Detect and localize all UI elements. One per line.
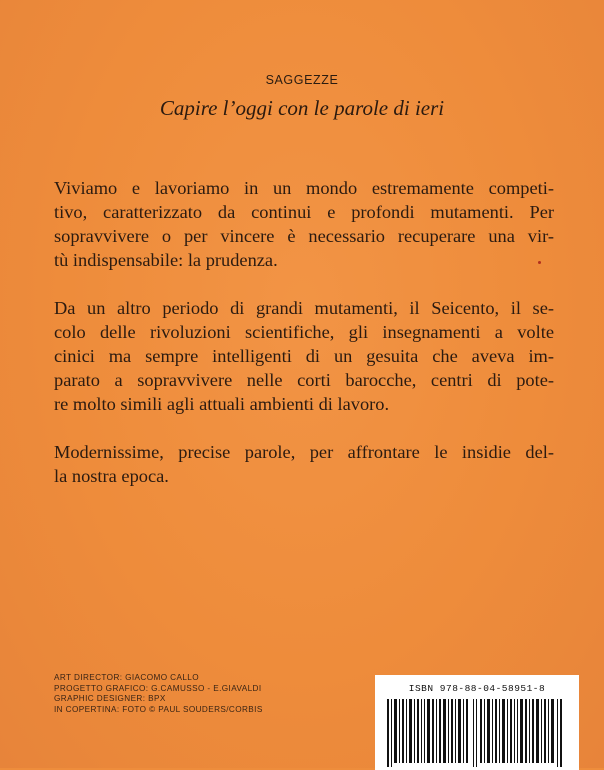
credit-line: ART DIRECTOR: GIACOMO CALLO (54, 673, 200, 682)
series-name: SAGGEZZE (265, 73, 339, 87)
blurb-line: re molto simili agli attuali ambienti di lavoro. (54, 394, 390, 414)
barcode-icon (387, 699, 567, 767)
blurb-paragraph (54, 440, 554, 488)
blurb-line: parato a sopravvivere nelle corti barocche, centri di pote- (54, 370, 554, 390)
blurb-line: cinici ma sempre intelligenti di un gesuita che aveva im- (54, 346, 554, 366)
credits (54, 673, 263, 715)
credit-line: PROGETTO GRAFICO: G.CAMUSSO - E.GIAVALDI (54, 683, 262, 693)
blurb-line: Da un altro periodo di grandi mutamenti, il Seicento, il se- (54, 298, 554, 318)
blurb-paragraph (54, 176, 554, 272)
credit-line: IN COPERTINA: FOTO © PAUL SOUDERS/CORBIS (54, 704, 263, 714)
blurb-line: sopravvivere o per vincere è necessario recuperare una vir- (54, 226, 554, 246)
blurb-line: la nostra epoca. (54, 466, 169, 486)
blurb-line: tivo, caratterizzato da continui e profondi mutamenti. Per (54, 202, 554, 222)
blurb-line: Modernissime, precise parole, per affrontare le insidie del- (54, 442, 554, 462)
ink-speck (538, 261, 541, 264)
blurb-line: tù indispensabile: la prudenza. (54, 250, 278, 270)
blurb (54, 176, 554, 512)
isbn-number: ISBN 978-88-04-58951-8 (408, 683, 546, 694)
blurb-line: Viviamo e lavoriamo in un mondo estremamente competi- (54, 178, 554, 198)
credit-line: GRAPHIC DESIGNER: BPX (54, 694, 166, 704)
book-tagline: Capire l’oggi con le parole di ieri (159, 96, 445, 120)
blurb-line: colo delle rivoluzioni scientifiche, gli insegnamenti a volte (54, 322, 554, 342)
blurb-paragraph (54, 296, 554, 416)
barcode-label (375, 675, 579, 770)
